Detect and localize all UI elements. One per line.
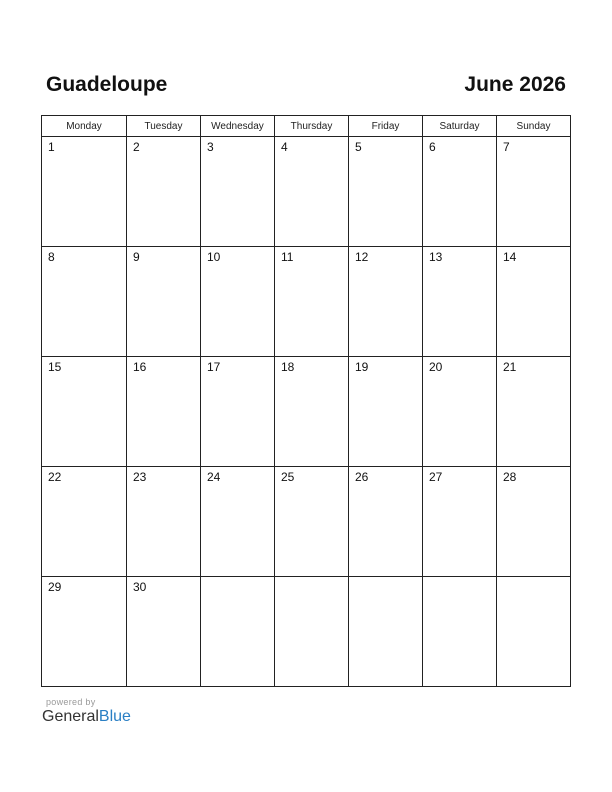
day-cell [201,467,275,577]
day-number: 6 [429,140,436,154]
day-number: 25 [281,470,295,484]
day-cell [275,467,349,577]
day-number: 18 [281,360,295,374]
day-number [275,577,348,580]
brand-logo [42,708,131,726]
week-row [42,467,571,577]
day-number: 13 [429,250,443,264]
day-cell [127,137,201,247]
day-cell [42,467,127,577]
day-number: 28 [503,470,517,484]
day-number: 22 [48,470,62,484]
week-row [42,357,571,467]
day-cell [497,577,571,687]
day-cell [42,137,127,247]
day-number [497,577,570,580]
day-number: 10 [207,250,221,264]
day-cell [423,357,497,467]
day-cell [349,467,423,577]
day-number: 2 [133,140,140,154]
weekday-monday: Monday [42,116,127,137]
weekday-wednesday: Wednesday [201,116,275,137]
day-cell [42,247,127,357]
day-cell [127,577,201,687]
day-cell [423,467,497,577]
calendar-header [46,70,566,100]
day-cell [497,137,571,247]
day-cell [497,247,571,357]
day-cell [423,137,497,247]
day-number: 11 [281,250,294,264]
day-cell [42,577,127,687]
day-number: 4 [281,140,288,154]
brand-general-text: General [42,708,99,725]
day-number: 24 [207,470,221,484]
day-cell [349,247,423,357]
weekday-tuesday: Tuesday [127,116,201,137]
day-cell [275,137,349,247]
day-cell [201,137,275,247]
day-cell [349,577,423,687]
day-number: 1 [48,140,55,154]
day-number: 21 [503,360,517,374]
day-cell [127,357,201,467]
day-number: 16 [133,360,147,374]
day-number: 19 [355,360,369,374]
weekday-thursday: Thursday [275,116,349,137]
day-number: 3 [207,140,214,154]
day-cell [127,247,201,357]
day-number: 9 [133,250,140,264]
day-cell [423,577,497,687]
day-number: 20 [429,360,443,374]
day-number: 27 [429,470,443,484]
day-cell [275,247,349,357]
day-cell [423,247,497,357]
day-cell [349,357,423,467]
footer-branding [42,697,131,726]
day-number: 8 [48,250,55,264]
day-cell [127,467,201,577]
day-cell [275,357,349,467]
day-cell [201,357,275,467]
weekday-header-row [42,116,571,137]
week-row [42,137,571,247]
day-cell [201,247,275,357]
powered-by-label: powered by [46,697,96,707]
week-row [42,247,571,357]
weekday-sunday: Sunday [497,116,571,137]
weekday-saturday: Saturday [423,116,497,137]
day-cell [497,357,571,467]
day-number: 29 [48,580,62,594]
week-row [42,577,571,687]
day-number [201,577,274,580]
month-calendar-grid [41,115,571,687]
day-cell [349,137,423,247]
day-cell [201,577,275,687]
month-year-title: June 2026 [464,73,566,96]
day-cell [497,467,571,577]
day-number: 26 [355,470,369,484]
day-number [349,577,422,580]
day-number: 23 [133,470,147,484]
weekday-friday: Friday [349,116,423,137]
day-number: 7 [503,140,510,154]
day-cell [275,577,349,687]
day-number [423,577,496,580]
day-number: 14 [503,250,517,264]
day-cell [42,357,127,467]
day-number: 17 [207,360,221,374]
brand-blue-text: Blue [98,708,131,725]
region-title: Guadeloupe [46,73,168,96]
day-number: 30 [133,580,147,594]
day-number: 15 [48,360,62,374]
day-number: 12 [355,250,369,264]
day-number: 5 [355,140,362,154]
